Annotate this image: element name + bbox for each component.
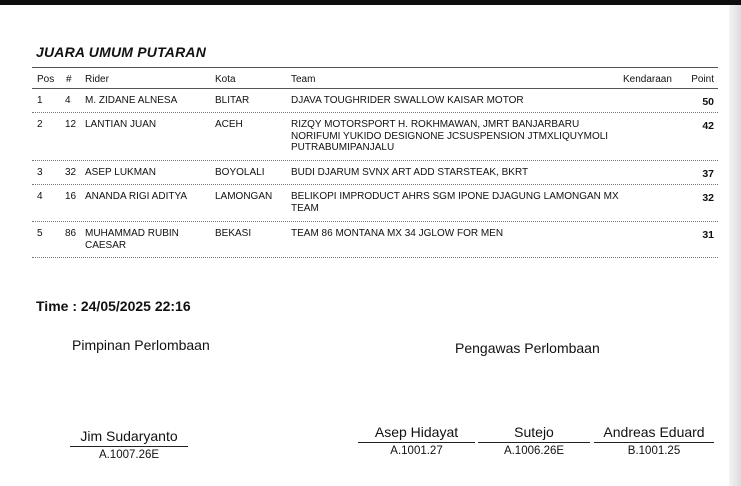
row-rider: MUHAMMAD RUBIN CAESAR	[85, 228, 179, 251]
row-team: DJAVA TOUGHRIDER SWALLOW KAISAR MOTOR	[291, 95, 524, 106]
col-header-kota: Kota	[215, 74, 236, 85]
table-row	[32, 185, 718, 222]
row-point: 31	[702, 229, 714, 241]
row-point: 32	[702, 192, 714, 204]
signature-block-andreas	[594, 424, 714, 457]
results-table	[32, 67, 718, 258]
table-row	[32, 222, 718, 258]
pengawas-label: Pengawas Perlombaan	[455, 340, 600, 356]
row-rider: LANTIAN JUAN	[85, 119, 157, 130]
row-pos: 5	[37, 228, 43, 239]
table-row	[32, 161, 718, 185]
signature-block-asep	[358, 424, 475, 457]
row-kota: BEKASI	[215, 228, 252, 239]
table-row	[32, 113, 718, 161]
row-kota: ACEH	[215, 119, 243, 130]
signatory-code: A.1006.26E	[503, 445, 565, 457]
col-header-number: #	[66, 74, 72, 85]
row-rider: ASEP LUKMAN	[85, 167, 156, 178]
signatory-name: Asep Hidayat	[358, 424, 475, 443]
row-point: 37	[702, 168, 714, 180]
pimpinan-label: Pimpinan Perlombaan	[72, 337, 210, 353]
row-pos: 2	[37, 119, 43, 130]
col-header-team: Team	[291, 74, 316, 85]
row-number: 16	[65, 191, 77, 202]
col-header-point: Point	[691, 74, 714, 85]
row-team: RIZQY MOTORSPORT H. ROKHMAWAN, JMRT BANJARBARU NORIFUMI YUKIDO DESIGNONE JCSUSPENSION JTMXLIQUYMOLI PUTRABUMIPANJALU	[291, 119, 609, 153]
row-number: 12	[65, 119, 77, 130]
row-pos: 3	[37, 167, 43, 178]
row-point: 42	[702, 120, 714, 132]
signatory-code: A.1001.27	[390, 445, 443, 457]
row-rider: M. ZIDANE ALNESA	[85, 95, 178, 106]
signature-block-sutejo	[478, 424, 590, 457]
signature-block-jim	[70, 428, 188, 461]
signatory-name: Andreas Eduard	[594, 424, 714, 443]
page-edge-shadow	[729, 5, 741, 486]
signatory-name: Jim Sudaryanto	[70, 428, 188, 447]
signatory-code: B.1001.25	[627, 445, 681, 457]
row-kota: BLITAR	[215, 95, 250, 106]
row-number: 86	[65, 228, 77, 239]
row-rider: ANANDA RIGI ADITYA	[85, 191, 188, 202]
timestamp: Time : 24/05/2025 22:16	[36, 298, 191, 314]
row-number: 4	[65, 95, 71, 106]
top-border	[0, 0, 741, 5]
table-row	[32, 89, 718, 113]
signatory-name: Sutejo	[478, 424, 590, 443]
page-title: JUARA UMUM PUTARAN	[36, 44, 207, 60]
col-header-pos: Pos	[37, 74, 55, 85]
row-pos: 1	[37, 95, 43, 106]
signatory-code: A.1007.26E	[98, 449, 160, 461]
row-point: 50	[702, 96, 714, 108]
row-kota: BOYOLALI	[215, 167, 265, 178]
row-team: BELIKOPI IMPRODUCT AHRS SGM IPONE DJAGUNG LAMONGAN MX TEAM	[291, 191, 619, 214]
col-header-rider: Rider	[85, 74, 109, 85]
row-team: BUDI DJARUM SVNX ART ADD STARSTEAK, BKRT	[291, 167, 529, 178]
table-header	[32, 67, 718, 89]
col-header-kendaraan: Kendaraan	[623, 74, 672, 85]
row-pos: 4	[37, 191, 43, 202]
row-number: 32	[65, 167, 77, 178]
row-kota: LAMONGAN	[215, 191, 273, 202]
row-team: TEAM 86 MONTANA MX 34 JGLOW FOR MEN	[291, 228, 504, 239]
